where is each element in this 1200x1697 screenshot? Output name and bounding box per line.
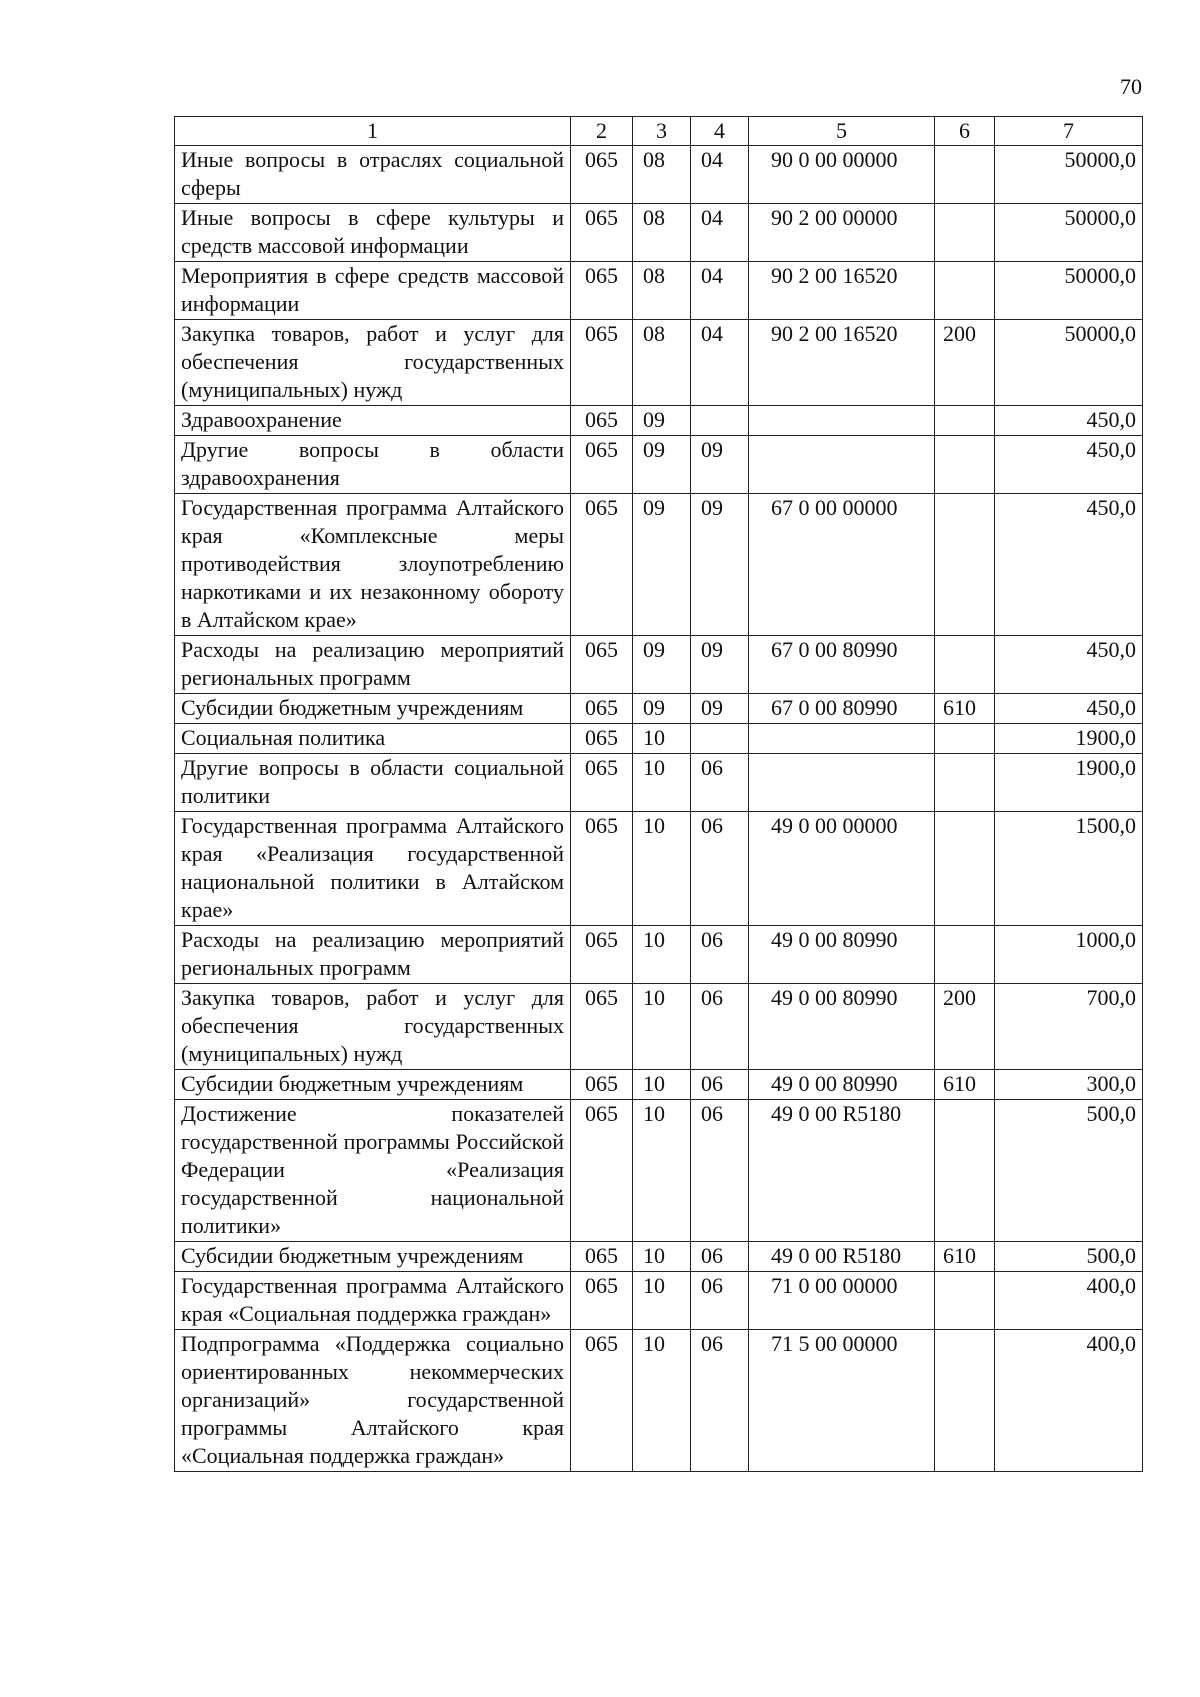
row-section: 10 xyxy=(633,1242,691,1272)
row-target-article xyxy=(749,724,935,754)
row-amount: 50000,0 xyxy=(995,204,1143,262)
row-name: Государственная программа Алтайского края «Реализация государственной национальной политики в Алтайском крае» xyxy=(175,812,571,926)
row-amount: 450,0 xyxy=(995,494,1143,636)
row-name: Закупка товаров, работ и услуг для обеспечения государственных (муниципальных) нужд xyxy=(175,320,571,406)
row-name: Государственная программа Алтайского края «Социальная поддержка граждан» xyxy=(175,1272,571,1330)
row-expense-type xyxy=(935,724,995,754)
row-target-article: 90 2 00 16520 xyxy=(749,320,935,406)
row-amount: 50000,0 xyxy=(995,320,1143,406)
row-amount: 50000,0 xyxy=(995,146,1143,204)
row-grbs: 065 xyxy=(571,204,633,262)
row-name: Здравоохранение xyxy=(175,406,571,436)
row-grbs: 065 xyxy=(571,724,633,754)
row-name: Другие вопросы в области социальной политики xyxy=(175,754,571,812)
table-row xyxy=(175,320,1143,406)
row-subsection: 09 xyxy=(691,436,749,494)
row-expense-type: 200 xyxy=(935,984,995,1070)
row-section: 09 xyxy=(633,436,691,494)
header-cell: 6 xyxy=(935,117,995,146)
row-grbs: 065 xyxy=(571,494,633,636)
row-subsection: 09 xyxy=(691,636,749,694)
row-grbs: 065 xyxy=(571,320,633,406)
budget-table xyxy=(174,116,1143,1472)
row-subsection: 06 xyxy=(691,1272,749,1330)
row-amount: 1900,0 xyxy=(995,724,1143,754)
row-amount: 450,0 xyxy=(995,406,1143,436)
row-name: Иные вопросы в сфере культуры и средств массовой информации xyxy=(175,204,571,262)
row-section: 10 xyxy=(633,926,691,984)
row-name: Подпрограмма «Поддержка социально ориентированных некоммерческих организаций» государственной программы Алтайского края «Социальная поддержка граждан» xyxy=(175,1330,571,1472)
row-subsection: 06 xyxy=(691,984,749,1070)
row-target-article: 71 0 00 00000 xyxy=(749,1272,935,1330)
row-amount: 50000,0 xyxy=(995,262,1143,320)
table-row xyxy=(175,694,1143,724)
row-section: 10 xyxy=(633,754,691,812)
row-target-article xyxy=(749,754,935,812)
row-target-article: 90 0 00 00000 xyxy=(749,146,935,204)
table-row xyxy=(175,812,1143,926)
row-target-article: 71 5 00 00000 xyxy=(749,1330,935,1472)
row-target-article: 49 0 00 80990 xyxy=(749,926,935,984)
row-subsection: 06 xyxy=(691,926,749,984)
row-amount: 1500,0 xyxy=(995,812,1143,926)
row-target-article xyxy=(749,406,935,436)
row-grbs: 065 xyxy=(571,406,633,436)
table-row xyxy=(175,1330,1143,1472)
row-grbs: 065 xyxy=(571,754,633,812)
row-expense-type: 610 xyxy=(935,1070,995,1100)
row-grbs: 065 xyxy=(571,694,633,724)
table-row xyxy=(175,1272,1143,1330)
row-subsection: 04 xyxy=(691,204,749,262)
row-expense-type: 610 xyxy=(935,694,995,724)
row-amount: 400,0 xyxy=(995,1272,1143,1330)
row-target-article: 90 2 00 00000 xyxy=(749,204,935,262)
row-expense-type xyxy=(935,406,995,436)
row-grbs: 065 xyxy=(571,812,633,926)
row-subsection xyxy=(691,724,749,754)
row-expense-type: 200 xyxy=(935,320,995,406)
page-number: 70 xyxy=(1120,74,1142,99)
row-target-article: 67 0 00 00000 xyxy=(749,494,935,636)
row-subsection xyxy=(691,406,749,436)
row-name: Социальная политика xyxy=(175,724,571,754)
row-name: Субсидии бюджетным учреждениям xyxy=(175,1242,571,1272)
table-row xyxy=(175,146,1143,204)
row-amount: 700,0 xyxy=(995,984,1143,1070)
row-amount: 1000,0 xyxy=(995,926,1143,984)
row-subsection: 06 xyxy=(691,1330,749,1472)
row-target-article: 49 0 00 R5180 xyxy=(749,1100,935,1242)
row-expense-type xyxy=(935,812,995,926)
header-cell: 1 xyxy=(175,117,571,146)
table-row xyxy=(175,406,1143,436)
row-name: Достижение показателей государственной программы Российской Федерации «Реализация государственной национальной политики» xyxy=(175,1100,571,1242)
header-cell: 4 xyxy=(691,117,749,146)
row-subsection: 06 xyxy=(691,1100,749,1242)
row-name: Иные вопросы в отраслях социальной сферы xyxy=(175,146,571,204)
header-cell: 2 xyxy=(571,117,633,146)
row-section: 09 xyxy=(633,636,691,694)
row-section: 10 xyxy=(633,1330,691,1472)
header-row xyxy=(175,117,1143,146)
row-subsection: 09 xyxy=(691,494,749,636)
row-section: 10 xyxy=(633,812,691,926)
row-name: Субсидии бюджетным учреждениям xyxy=(175,694,571,724)
header-cell: 3 xyxy=(633,117,691,146)
row-subsection: 06 xyxy=(691,1242,749,1272)
row-subsection: 06 xyxy=(691,754,749,812)
row-amount: 450,0 xyxy=(995,694,1143,724)
row-grbs: 065 xyxy=(571,262,633,320)
row-amount: 450,0 xyxy=(995,636,1143,694)
row-section: 10 xyxy=(633,1070,691,1100)
row-subsection: 04 xyxy=(691,146,749,204)
row-expense-type xyxy=(935,926,995,984)
row-grbs: 065 xyxy=(571,1100,633,1242)
row-expense-type xyxy=(935,204,995,262)
row-subsection: 06 xyxy=(691,1070,749,1100)
row-name: Другие вопросы в области здравоохранения xyxy=(175,436,571,494)
row-section: 08 xyxy=(633,204,691,262)
row-name: Субсидии бюджетным учреждениям xyxy=(175,1070,571,1100)
row-grbs: 065 xyxy=(571,984,633,1070)
row-grbs: 065 xyxy=(571,1242,633,1272)
row-grbs: 065 xyxy=(571,636,633,694)
row-grbs: 065 xyxy=(571,1070,633,1100)
table-row xyxy=(175,436,1143,494)
row-name: Закупка товаров, работ и услуг для обеспечения государственных (муниципальных) нужд xyxy=(175,984,571,1070)
row-expense-type xyxy=(935,754,995,812)
row-section: 10 xyxy=(633,1100,691,1242)
row-target-article: 67 0 00 80990 xyxy=(749,636,935,694)
table-row xyxy=(175,1070,1143,1100)
row-expense-type xyxy=(935,436,995,494)
row-target-article: 49 0 00 00000 xyxy=(749,812,935,926)
row-amount: 500,0 xyxy=(995,1100,1143,1242)
row-section: 08 xyxy=(633,262,691,320)
row-grbs: 065 xyxy=(571,146,633,204)
row-section: 09 xyxy=(633,406,691,436)
table-row xyxy=(175,204,1143,262)
row-section: 10 xyxy=(633,984,691,1070)
row-target-article: 67 0 00 80990 xyxy=(749,694,935,724)
row-grbs: 065 xyxy=(571,926,633,984)
row-target-article: 49 0 00 80990 xyxy=(749,1070,935,1100)
table-row xyxy=(175,724,1143,754)
row-amount: 1900,0 xyxy=(995,754,1143,812)
row-name: Расходы на реализацию мероприятий региональных программ xyxy=(175,926,571,984)
row-expense-type xyxy=(935,1100,995,1242)
row-section: 09 xyxy=(633,694,691,724)
table-row xyxy=(175,636,1143,694)
table-row xyxy=(175,1100,1143,1242)
row-expense-type xyxy=(935,1330,995,1472)
table-row xyxy=(175,926,1143,984)
row-target-article xyxy=(749,436,935,494)
row-section: 08 xyxy=(633,146,691,204)
row-grbs: 065 xyxy=(571,436,633,494)
row-section: 09 xyxy=(633,494,691,636)
row-expense-type xyxy=(935,1272,995,1330)
row-expense-type xyxy=(935,494,995,636)
row-section: 08 xyxy=(633,320,691,406)
row-subsection: 04 xyxy=(691,320,749,406)
row-target-article: 49 0 00 80990 xyxy=(749,984,935,1070)
row-expense-type xyxy=(935,146,995,204)
row-section: 10 xyxy=(633,1272,691,1330)
row-grbs: 065 xyxy=(571,1272,633,1330)
row-amount: 400,0 xyxy=(995,1330,1143,1472)
table-row xyxy=(175,1242,1143,1272)
table-row xyxy=(175,494,1143,636)
row-expense-type xyxy=(935,636,995,694)
header-cell: 7 xyxy=(995,117,1143,146)
row-expense-type xyxy=(935,262,995,320)
row-expense-type: 610 xyxy=(935,1242,995,1272)
row-section: 10 xyxy=(633,724,691,754)
row-target-article: 90 2 00 16520 xyxy=(749,262,935,320)
header-cell: 5 xyxy=(749,117,935,146)
row-name: Расходы на реализацию мероприятий региональных программ xyxy=(175,636,571,694)
row-amount: 450,0 xyxy=(995,436,1143,494)
table-row xyxy=(175,754,1143,812)
row-amount: 500,0 xyxy=(995,1242,1143,1272)
row-name: Мероприятия в сфере средств массовой информации xyxy=(175,262,571,320)
row-subsection: 09 xyxy=(691,694,749,724)
row-target-article: 49 0 00 R5180 xyxy=(749,1242,935,1272)
table-row xyxy=(175,984,1143,1070)
row-grbs: 065 xyxy=(571,1330,633,1472)
row-name: Государственная программа Алтайского края «Комплексные меры противодействия злоупотреблению наркотиками и их незаконному обороту в Алтайском крае» xyxy=(175,494,571,636)
table-row xyxy=(175,262,1143,320)
row-subsection: 04 xyxy=(691,262,749,320)
row-subsection: 06 xyxy=(691,812,749,926)
row-amount: 300,0 xyxy=(995,1070,1143,1100)
